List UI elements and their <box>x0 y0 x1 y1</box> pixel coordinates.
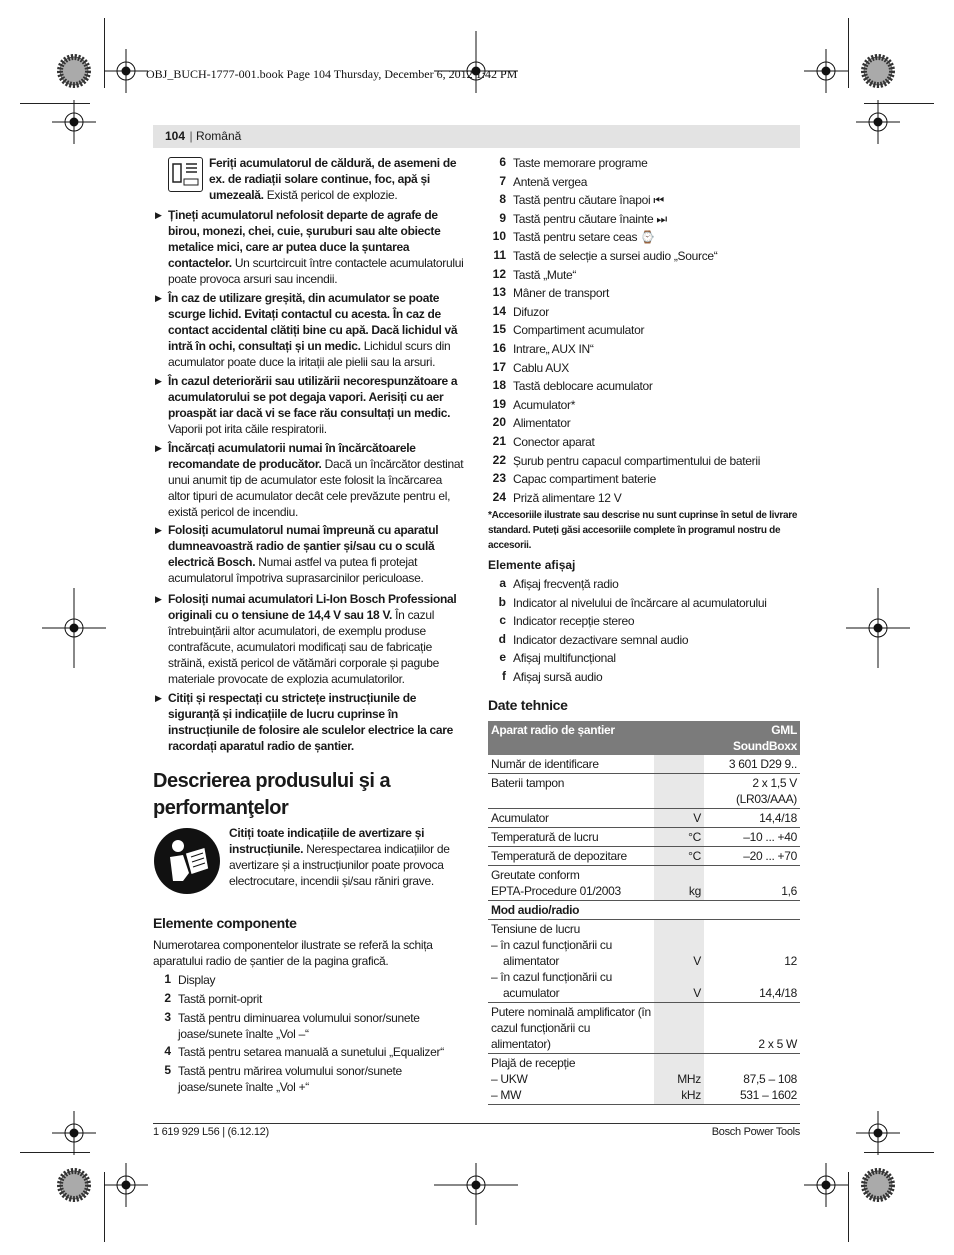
warning-bold: Țineți acumulatorul nefolosit departe de agrafe de birou, monezi, chei, cuie, șuruburi sau alte obiecte metalice mici, care ar putea duce la șuntarea contactelor. <box>168 208 441 270</box>
warning-item <box>168 522 465 586</box>
voltage-b-unit: V <box>693 986 701 1000</box>
warning-normal: În cazul întrebuințării altor acumulatori, de exemplu produse contrafăcute, acumulatori modificați sau de fabricație străină, există pericol de vătămări corporale și pagube materiale provocate de explozia acumulatorilor. <box>168 608 439 686</box>
item-number: 13 <box>492 285 506 300</box>
spec-unit <box>654 755 704 774</box>
warning-normal: Dacă un încărcător destinat unui anumit tip de acumulator este folosit la încărcarea altor tipuri de acumulator decât cele prevăzute pentru el, există pericol de incendiu. <box>168 457 464 519</box>
item-text: Difuzor <box>513 304 549 319</box>
voltage-b: – în cazul funcționării cu acumulator <box>491 970 612 1000</box>
spec-value: –20 ... +70 <box>704 847 800 866</box>
bullet-icon: ▶ <box>155 443 162 453</box>
voltage-a: – în cazul funcționării cu alimentator <box>491 938 612 968</box>
footnote: *Accesoriile ilustrate sau descrise nu sunt cuprinse în setul de livrare standard. Puteți găsi accesoriile complete în programul nostru de accesorii. <box>488 510 798 551</box>
warning-bold: Folosiți numai acumulatori Li-Ion Bosch Professional originali cu o tensiune de 14,4 V sau 18 V. <box>168 592 457 622</box>
item-text: Indicator recepție stereo <box>513 614 635 629</box>
warning-item <box>168 290 465 370</box>
bullet-icon: ▶ <box>155 210 162 220</box>
voltage-a-value: 12 <box>784 954 797 968</box>
item-text: Tastă pentru mărirea volumului sonor/sunete joase/sunete înalte „Vol +“ <box>178 1064 402 1094</box>
warning-normal: Un scurtcircuit între contactele acumulatorului poate provoca arsuri sau incendii. <box>168 256 464 286</box>
item-number: 11 <box>493 248 506 262</box>
item-number: 3 <box>164 1010 171 1024</box>
range-mw-value: 531 – 1602 <box>739 1088 797 1102</box>
spec-subheading: Mod audio/radio <box>488 901 800 920</box>
item-text: Display <box>178 973 216 987</box>
item-number: 10 <box>492 229 506 244</box>
item-number: 20 <box>492 415 506 430</box>
warning-item <box>168 690 465 754</box>
section-title-line1: Descrierea produsului şi a <box>153 770 391 792</box>
item-number: 4 <box>164 1044 171 1058</box>
bullet-icon: ▶ <box>155 693 162 703</box>
item-number: 18 <box>492 378 506 393</box>
section-title <box>153 768 390 822</box>
item-number: 16 <box>492 341 506 355</box>
item-text: Conector aparat <box>513 435 595 449</box>
footer-left: 1 619 929 L56 | (6.12.12) <box>153 1126 269 1138</box>
printer-slug: OBJ_BUCH-1777-001.book Page 104 Thursday, December 6, 2012 1:42 PM <box>146 67 518 81</box>
item-text: Tastă deblocare acumulator <box>513 379 653 394</box>
item-text: Tastă de selecție a sursei audio „Source“ <box>513 249 718 263</box>
spec-value: 1,6 <box>704 866 800 901</box>
item-text: Antenă vergea <box>513 174 588 189</box>
item-number: 12 <box>492 266 506 281</box>
spec-label: Baterii tampon <box>488 774 654 809</box>
read-manual-text <box>229 825 465 889</box>
spec-value: –10 ... +40 <box>704 828 800 847</box>
item-number: 8 <box>499 192 506 207</box>
warning-normal: Numai astfel va putea fi protejat acumulatorul împotriva suprasarcinilor periculoase. <box>168 555 424 585</box>
item-number: 1 <box>164 972 171 986</box>
item-number: 21 <box>492 434 506 448</box>
spec-row <box>488 866 800 901</box>
spec-row <box>488 774 800 809</box>
range-ukw: – UKW <box>491 1072 528 1086</box>
item-number: 22 <box>492 452 506 467</box>
spec-label: Greutate conform EPTA-Procedure 01/2003 <box>488 866 654 901</box>
warning-bold: Încărcați acumulatorii numai în încărcătoarele recomandate de producător. <box>168 441 416 471</box>
spec-value: 14,4/18 <box>704 809 800 828</box>
power-value: 2 x 5 W <box>704 1003 800 1054</box>
warning-item <box>168 440 465 520</box>
spec-unit: °C <box>654 847 704 866</box>
warning-bold: În cazul deteriorării sau utilizării necorespunzătoare a acumulatorului se pot degaja vapori. Aerisiți cu aer proaspăt iar dacă vi se face rău consultați un medic. <box>168 374 458 420</box>
range-label: Plajă de recepție <box>491 1056 576 1070</box>
item-number: 14 <box>492 303 506 318</box>
components-heading: Elemente componente <box>153 915 297 931</box>
item-text: Compartiment acumulator <box>513 323 645 338</box>
item-text: Tastă pentru setarea manuală a sunetului „Equalizer“ <box>178 1045 444 1059</box>
spec-unit <box>654 774 704 809</box>
warning-normal: Vaporii pot irita căile respiratorii. <box>168 422 327 436</box>
item-number: 9 <box>499 210 506 225</box>
spec-label: Număr de identificare <box>488 755 654 774</box>
spec-label: Temperatură de lucru <box>488 828 654 847</box>
read-manual-bold: Citiți toate indicațiile de avertizare și instrucțiunile. <box>229 826 425 856</box>
item-text: Afișaj frecvență radio <box>513 577 619 591</box>
spec-head-right: GML SoundBoxx <box>704 721 800 755</box>
bullet-icon: ▶ <box>155 293 162 303</box>
item-text: Afișaj multifuncțional <box>513 651 616 666</box>
item-number: a <box>499 576 506 590</box>
item-text: Alimentator <box>513 416 571 431</box>
item-text: Tastă pentru căutare înainte ⏭ <box>513 211 667 226</box>
item-text: Taste memorare programe <box>513 156 648 170</box>
item-number: 2 <box>164 991 171 1005</box>
bullet-icon: ▶ <box>155 376 162 386</box>
spec-value: 2 x 1,5 V (LR03/AAA) <box>704 774 800 809</box>
item-text: Intrare„ AUX IN“ <box>513 342 594 356</box>
components-intro: Numerotarea componentelor ilustrate se referă la schița aparatului radio de șantier de la pagina grafică. <box>153 938 433 968</box>
item-number: 5 <box>164 1063 171 1077</box>
power-label: Putere nominală amplificator (în cazul funcționării cu alimentator) <box>488 1003 654 1054</box>
item-number: c <box>499 613 506 628</box>
warning-item <box>168 591 465 687</box>
spec-unit: °C <box>654 828 704 847</box>
item-text: Capac compartiment baterie <box>513 472 656 487</box>
spec-row <box>488 809 800 828</box>
warning-bold: Citiți și respectați cu strictețe instrucțiunile de siguranță și indicațiile de lucru cuprinse în instrucțiunile de folosire ale sculelor electrice la care racordați aparatul radio de șantier. <box>168 691 454 753</box>
item-text: Tastă pentru căutare înapoi ⏮ <box>513 193 664 208</box>
item-text: Tastă „Mute“ <box>513 267 577 282</box>
spec-unit: V <box>654 809 704 828</box>
heat-warning-normal: Există pericol de explozie. <box>266 188 398 202</box>
heat-warning-bold: Feriți acumulatorul de căldură, de asemeni de ex. de radiații solare continue, foc, apă și umezeală. <box>209 156 457 202</box>
item-text: Indicator dezactivare semnal audio <box>513 632 689 647</box>
item-text: Tastă pornit-oprit <box>178 992 262 1006</box>
header-language: Română <box>195 129 242 143</box>
warning-normal: Lichidul scurs din acumulator poate duce la iritații ale pielii sau la arsuri. <box>168 339 451 369</box>
item-text: Cablu AUX <box>513 360 569 375</box>
item-text: Tastă pentru setare ceas ⌚ <box>513 230 655 245</box>
spec-table <box>488 721 800 1105</box>
page-header: 104 | Română <box>153 125 800 148</box>
heat-warning-icon <box>168 157 203 192</box>
heat-warning <box>209 155 464 203</box>
range-ukw-value: 87,5 – 108 <box>743 1072 797 1086</box>
item-number: 24 <box>492 489 506 504</box>
tech-heading: Date tehnice <box>488 697 568 713</box>
spec-row <box>488 828 800 847</box>
item-number: 15 <box>492 322 506 337</box>
read-manual-icon <box>153 827 221 900</box>
item-text: Acumulator* <box>513 397 576 412</box>
warning-bold: În caz de utilizare greșită, din acumulator se poate scurge lichid. Evitați contactul cu acesta. În caz de contact accidental clătiți bine cu apă. Dacă lichidul vă intră în ochi, consultați și un medic. <box>168 291 458 353</box>
range-mw: – MW <box>491 1088 522 1102</box>
voltage-b-value: 14,4/18 <box>759 986 797 1000</box>
item-text: Mâner de transport <box>513 286 609 301</box>
voltage-label: Tensiune de lucru <box>491 922 580 936</box>
item-number: 6 <box>499 155 506 169</box>
item-text: Șurub pentru capacul compartimentului de baterii <box>513 453 761 468</box>
item-text: Afișaj sursă audio <box>513 670 603 684</box>
item-number: 7 <box>499 173 506 188</box>
range-ukw-unit: MHz <box>677 1072 701 1086</box>
section-title-line2: performanţelor <box>153 797 289 819</box>
item-text: Priză alimentare 12 V <box>513 490 622 505</box>
item-number: d <box>498 631 506 646</box>
voltage-cell <box>488 920 654 1003</box>
item-text: Indicator al nivelului de încărcare al acumulatorului <box>513 595 767 610</box>
spec-row <box>488 847 800 866</box>
spec-head-left: Aparat radio de șantier <box>488 721 704 755</box>
spec-unit: kg <box>654 866 704 901</box>
bullet-icon: ▶ <box>155 525 162 535</box>
item-number: 23 <box>492 471 506 486</box>
item-number: 17 <box>492 359 506 374</box>
range-mw-unit: kHz <box>681 1088 701 1102</box>
spec-row <box>488 755 800 774</box>
spec-label: Temperatură de depozitare <box>488 847 654 866</box>
page-number: 104 <box>165 129 186 143</box>
spec-label: Acumulator <box>488 809 654 828</box>
item-number: e <box>499 650 506 665</box>
item-number: b <box>498 594 506 609</box>
voltage-a-unit: V <box>693 954 701 968</box>
bullet-icon: ▶ <box>155 594 162 604</box>
display-heading: Elemente afișaj <box>488 558 576 572</box>
item-text: Tastă pentru diminuarea volumului sonor/sunete joase/sunete înalte „Vol –“ <box>178 1011 420 1041</box>
footer-right: Bosch Power Tools <box>711 1126 800 1138</box>
warning-item <box>168 207 465 287</box>
warning-item <box>168 373 465 437</box>
spec-value: 3 601 D29 9.. <box>704 755 800 774</box>
warning-bold: Folosiți acumulatorul numai împreună cu aparatul dumneavoastră radio de șantier și/sau cu o sculă electrică Bosch. <box>168 523 439 569</box>
read-manual-normal: Nerespectarea indicațiilor de avertizare și a instrucțiunilor poate provoca electrocutare, incendii și/sau răniri grave. <box>229 842 450 888</box>
item-number: f <box>502 669 506 683</box>
item-number: 19 <box>492 396 506 411</box>
